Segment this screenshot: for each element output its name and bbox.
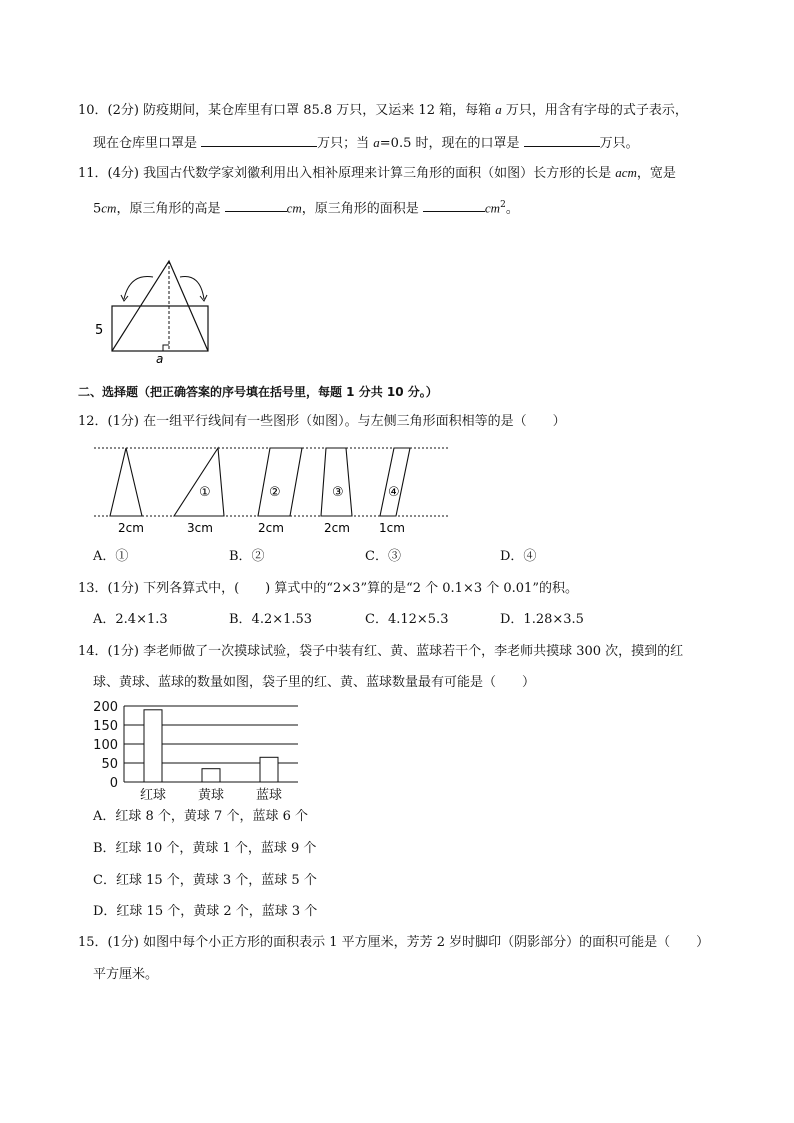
q12-option-b[interactable]: B．② bbox=[229, 549, 265, 564]
chart-ytick-label: 0 bbox=[109, 776, 118, 791]
q11-text-b: ，宽是 bbox=[636, 166, 676, 181]
q12-option-d[interactable]: D．④ bbox=[500, 549, 537, 564]
q11-unit-cm1: cm bbox=[101, 200, 117, 216]
q12-mark-4: ④ bbox=[388, 485, 400, 500]
q11-figure bbox=[90, 255, 220, 365]
q11-text-a: 11．(4分) 我国古代数学家刘徽利用出入相补原理来计算三角形的面积（如图）长方形的长是 bbox=[78, 166, 616, 181]
q10-var-a2: a bbox=[373, 135, 380, 150]
q10-var-a: a bbox=[495, 102, 502, 117]
q11-unit-cm3: cm bbox=[484, 200, 501, 216]
q10-text-f: 万只。 bbox=[599, 136, 639, 151]
q12-left-triangle bbox=[110, 448, 142, 516]
q11-unit-cm2: cm bbox=[286, 200, 302, 216]
q13-option-c[interactable]: C．4.12×5.3 bbox=[365, 612, 449, 627]
q14-line2: 球、黄球、蓝球的数量如图，袋子里的红、黄、蓝球数量最有可能是（ ） bbox=[93, 675, 536, 690]
q11-unit-acm: acm bbox=[615, 165, 637, 180]
chart-ytick-label: 100 bbox=[93, 738, 118, 753]
chart-bar-0 bbox=[144, 710, 162, 782]
q13-text: 13．(1分) 下列各算式中，( ) 算式中的“2×3”算的是“2 个 0.1×3 个 0.01”的积。 bbox=[78, 581, 578, 596]
q12-option-c[interactable]: C．③ bbox=[365, 549, 401, 564]
chart-category-label: 红球 bbox=[139, 788, 167, 802]
q12-shape-4 bbox=[380, 448, 410, 516]
q13-option-a[interactable]: A．2.4×1.3 bbox=[93, 612, 168, 627]
q10-text-d: 万只；当 bbox=[317, 136, 374, 151]
q11-blank-2[interactable] bbox=[423, 198, 485, 212]
q12-label-1: 2cm bbox=[118, 521, 144, 535]
q12-label-4: 2cm bbox=[324, 521, 350, 535]
q14-option-a[interactable]: A．红球 8 个，黄球 7 个，蓝球 6 个 bbox=[93, 809, 308, 824]
q11-text-e: ，原三角形的面积是 bbox=[301, 201, 423, 217]
q11-label-5: 5 bbox=[95, 323, 104, 338]
q12-mark-1: ① bbox=[199, 485, 211, 500]
q11-blank-1[interactable] bbox=[225, 198, 287, 212]
chart-category-label: 蓝球 bbox=[255, 788, 283, 802]
q10-text-b: 万只，用含有字母的式子表示， bbox=[501, 103, 688, 118]
q12-label-5: 1cm bbox=[379, 521, 405, 535]
q11-text-f: 。 bbox=[505, 201, 519, 217]
chart-ytick-label: 50 bbox=[101, 757, 118, 772]
q11-arrow-left bbox=[124, 276, 153, 299]
q10-text-a: 10．(2分) 防疫期间，某仓库里有口罩 85.8 万只，又运来 12 箱，每箱 bbox=[78, 103, 496, 118]
q11-text-c: 5 bbox=[93, 201, 102, 217]
q13-option-d[interactable]: D．1.28×3.5 bbox=[500, 612, 584, 627]
q12-label-3: 2cm bbox=[258, 521, 284, 535]
q13-option-b[interactable]: B．4.2×1.53 bbox=[229, 612, 313, 627]
chart-ytick-label: 150 bbox=[93, 719, 118, 734]
q11-line1 bbox=[78, 164, 676, 183]
q10-text-c: 现在仓库里口罩是 bbox=[93, 136, 202, 151]
q14-option-c[interactable]: C．红球 15 个，黄球 3 个，蓝球 5 个 bbox=[93, 873, 317, 888]
q10-blank-1[interactable] bbox=[201, 133, 317, 147]
q12-shape-3 bbox=[321, 448, 352, 516]
q10-blank-2[interactable] bbox=[524, 133, 600, 147]
section2-title: 二、选择题（把正确答案的序号填在括号里，每题 1 分共 10 分。） bbox=[78, 385, 438, 399]
chart-category-label: 黄球 bbox=[197, 788, 225, 802]
q12-figure bbox=[90, 440, 455, 540]
q12-shape-2 bbox=[258, 448, 302, 516]
q10-text-e: =0.5 时，现在的口罩是 bbox=[379, 136, 524, 151]
q12-shape-1 bbox=[174, 448, 224, 516]
q14-bar-chart bbox=[88, 696, 303, 802]
chart-bar-2 bbox=[260, 757, 278, 782]
q12-mark-3: ③ bbox=[332, 485, 344, 500]
q11-right-angle bbox=[163, 345, 169, 351]
q10-line2 bbox=[93, 133, 639, 153]
q12-label-2: 3cm bbox=[187, 521, 213, 535]
q15-line1: 15．(1分) 如图中每个小正方形的面积表示 1 平方厘米，芳芳 2 岁时脚印（阴影部分）的面积可能是（ ） bbox=[78, 935, 710, 950]
q15-line2: 平方厘米。 bbox=[93, 967, 159, 982]
q11-line2 bbox=[93, 196, 519, 218]
q12-option-a[interactable]: A．① bbox=[93, 549, 129, 564]
q11-label-a: a bbox=[156, 352, 164, 365]
q10-line1 bbox=[78, 101, 688, 120]
q14-option-d[interactable]: D．红球 15 个，黄球 2 个，蓝球 3 个 bbox=[93, 904, 318, 919]
q14-option-b[interactable]: B．红球 10 个，黄球 1 个，蓝球 9 个 bbox=[93, 841, 317, 856]
q11-text-d: ，原三角形的高是 bbox=[116, 201, 225, 217]
q12-text: 12．(1分) 在一组平行线间有一些图形（如图）。与左侧三角形面积相等的是（ ） bbox=[78, 414, 566, 429]
q14-line1: 14．(1分) 李老师做了一次摸球试验，袋子中装有红、黄、蓝球若干个，李老师共摸球 300 次，摸到的红 bbox=[78, 644, 684, 659]
chart-ytick-label: 200 bbox=[93, 700, 118, 715]
chart-bar-1 bbox=[202, 769, 220, 782]
q12-mark-2: ② bbox=[269, 485, 281, 500]
q11-sup: 2 bbox=[500, 200, 506, 210]
